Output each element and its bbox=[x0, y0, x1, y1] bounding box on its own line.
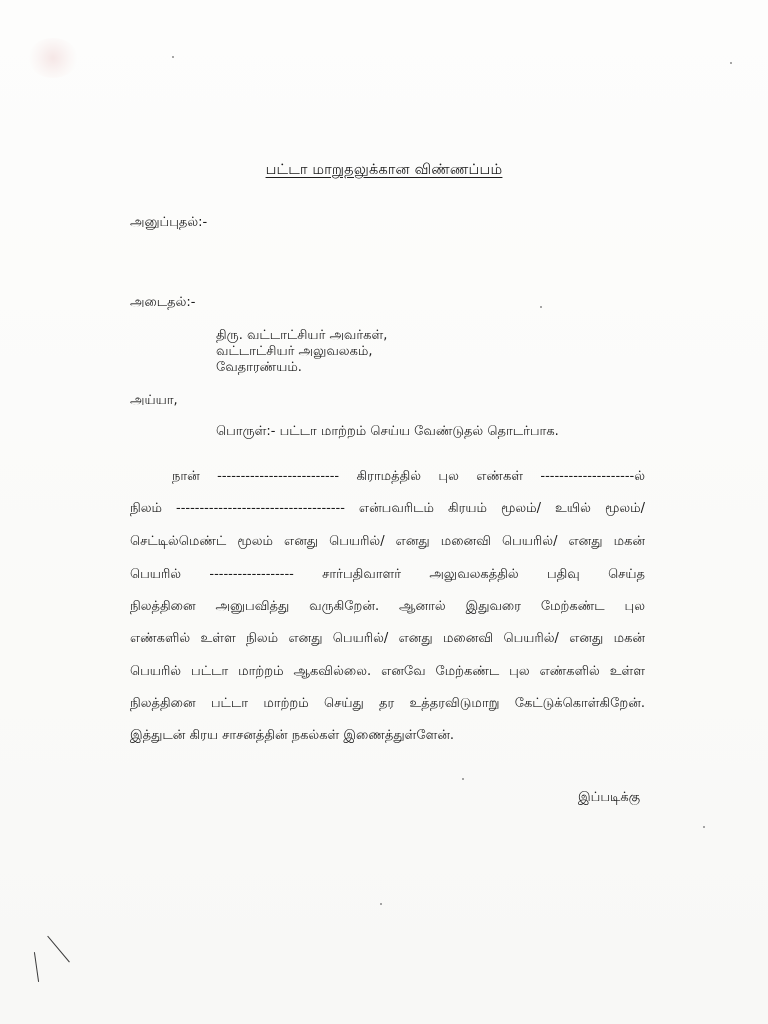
scan-mark bbox=[47, 936, 70, 963]
salutation: அய்யா, bbox=[130, 393, 178, 408]
body-line: எண்களில் உள்ள நிலம் எனது பெயரில்/ எனது மனைவி பெயரில்/ எனது மகன் bbox=[130, 631, 645, 646]
document-title: பட்டா மாறுதலுக்கான விண்ணப்பம் bbox=[265, 162, 503, 178]
address-line: வட்டாட்சியர் அலுவலகம், bbox=[216, 344, 373, 359]
body-line: இத்துடன் கிரய சாசனத்தின் நகல்கள் இணைத்துள்ளேன். bbox=[130, 728, 455, 743]
address-line: திரு. வட்டாட்சியர் அவர்கள், bbox=[216, 328, 388, 343]
closing: இப்படிக்கு bbox=[578, 790, 641, 805]
scan-speck bbox=[380, 903, 382, 905]
address-line: வேதாரண்யம். bbox=[216, 360, 302, 375]
body-line: நிலத்தினை பட்டா மாற்றம் செய்து தர உத்தரவிடுமாறு கேட்டுக்கொள்கிறேன். bbox=[130, 696, 645, 711]
body-line: நிலம் ------------------------------------ என்பவரிடம் கிரயம் மூலம்/ உயில் மூலம்/ bbox=[130, 501, 645, 516]
to-label: அடைதல்:- bbox=[130, 295, 196, 310]
body-line: பெயரில் பட்டா மாற்றம் ஆகவில்லை. எனவே மேற்கண்ட புல எண்களில் உள்ள bbox=[130, 664, 645, 679]
ink-smudge bbox=[28, 38, 78, 78]
scan-speck bbox=[730, 62, 732, 64]
body-line: நிலத்தினை அனுபவித்து வருகிறேன். ஆனால் இதுவரை மேற்கண்ட புல bbox=[130, 599, 645, 614]
body-line: செட்டில்மெண்ட் மூலம் எனது பெயரில்/ எனது மனைவி பெயரில்/ எனது மகன் bbox=[130, 534, 645, 549]
scan-speck bbox=[703, 826, 705, 828]
scan-speck bbox=[462, 778, 464, 780]
body-line: நான் -------------------------- கிராமத்தில் புல எண்கள் --------------------ல் bbox=[172, 469, 645, 484]
from-label: அனுப்புதல்:- bbox=[130, 215, 208, 230]
scan-speck bbox=[172, 56, 174, 58]
scan-speck bbox=[540, 306, 542, 308]
scan-mark bbox=[34, 952, 39, 982]
body-line: பெயரில் ------------------ சார்பதிவாளர் அலுவலகத்தில் பதிவு செய்த bbox=[130, 567, 645, 582]
subject-line: பொருள்:- பட்டா மாற்றம் செய்ய வேண்டுதல் தொடர்பாக. bbox=[216, 424, 559, 439]
